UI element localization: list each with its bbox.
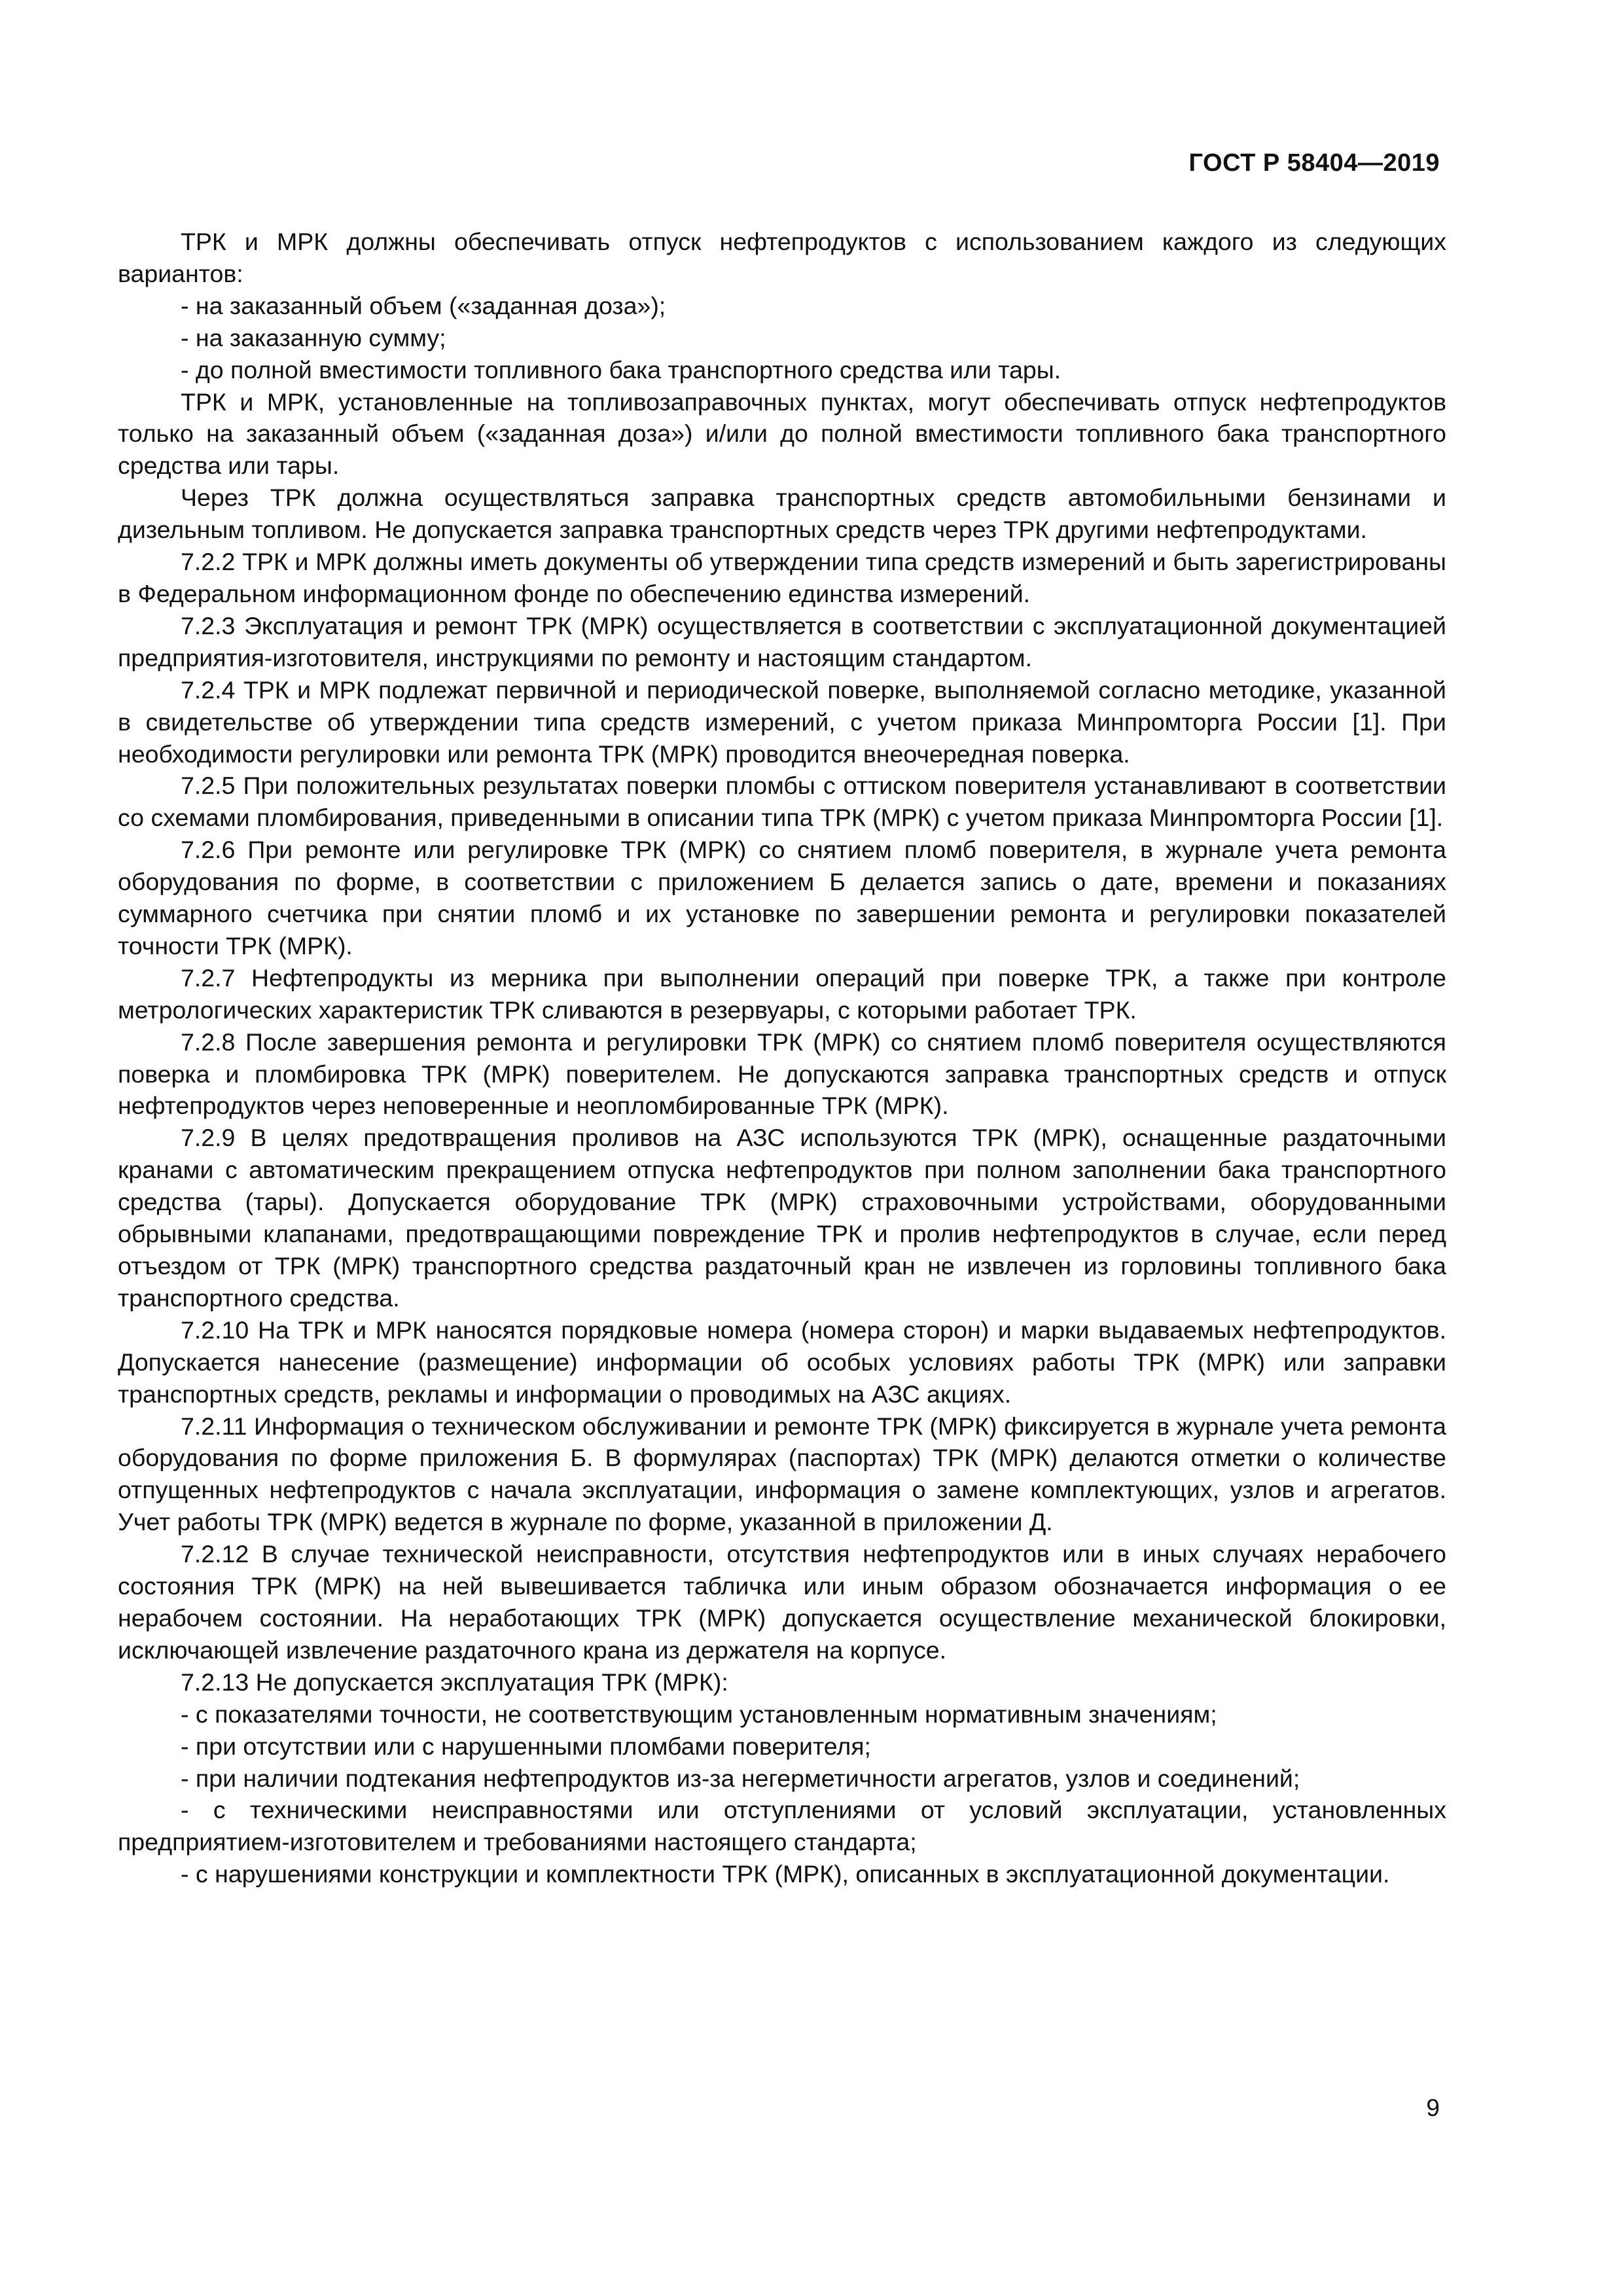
list-item: - с нарушениями конструкции и комплектности ТРК (МРК), описанных в эксплуатационной документации. [181,1860,1390,1888]
clause-7-2-13: 7.2.13 Не допускается эксплуатация ТРК (МРК): [181,1668,728,1696]
document-standard-header: ГОСТ Р 58404—2019 [1188,149,1440,177]
list-item: - при наличии подтекания нефтепродуктов из-за негерметичности агрегатов, узлов и соединений; [181,1764,1300,1792]
clause-7-2-5: 7.2.5 При положительных результатах поверки пломбы с оттиском поверителя устанавливают в соответствии со схемами пломбирования, приведенными в описании типа ТРК (МРК) с учетом приказа Минпромторга России [1]. [118,772,1446,832]
paragraph-dispensing-options: ТРК и МРК должны обеспечивать отпуск нефтепродуктов с использованием каждого из следующих вариантов: [118,228,1446,287]
clause-7-2-12: 7.2.12 В случае технической неисправности, отсутствия нефтепродуктов или в иных случаях нерабочего состояния ТРК (МРК) на ней вывешивается табличка или иным образом обозначается информация о ее нерабочем состоянии. На неработающих ТРК (МРК) допускается осуществление механической блокировки, исключающей извлечение раздаточного крана из держателя на корпусе. [118,1540,1446,1664]
clause-7-2-7: 7.2.7 Нефтепродукты из мерника при выполнении операций при поверке ТРК, а также при контроле метрологических характеристик ТРК сливаются в резервуары, с которыми работает ТРК. [118,963,1446,1024]
clause-7-2-11: 7.2.11 Информация о техническом обслуживании и ремонте ТРК (МРК) фиксируется в журнале учета ремонта оборудования по форме приложения Б. В формулярах (паспортах) ТРК (МРК) делаются отметки о количестве отпущенных нефтепродуктов с начала эксплуатации, информация о замене комплектующих, узлов и агрегатов. Учет работы ТРК (МРК) ведется в журнале по форме, указанной в приложении Д. [118,1412,1446,1536]
list-item: - с показателями точности, не соответствующим установленным нормативным значениям; [181,1700,1217,1728]
clause-7-2-6: 7.2.6 При ремонте или регулировке ТРК (МРК) со снятием пломб поверителя, в журнале учета ремонта оборудования по форме, в соответствии с приложением Б делается запись о дате, времени и показаниях суммарного счетчика при снятии пломб и их установке по завершении ремонта и регулировки показателей точности ТРК (МРК). [118,836,1446,960]
clause-7-2-10: 7.2.10 На ТРК и МРК наносятся порядковые номера (номера сторон) и марки выдаваемых нефтепродуктов. Допускается нанесение (размещение) информации об особых условиях работы ТРК (МРК) или заправки транспортных средств, рекламы и информации о проводимых на АЗС акциях. [118,1316,1446,1408]
list-item: - до полной вместимости топливного бака транспортного средства или тары. [181,355,1061,384]
page-number: 9 [1426,2094,1440,2121]
clause-7-2-2: 7.2.2 ТРК и МРК должны иметь документы об утверждении типа средств измерений и быть зарегистрированы в Федеральном информационном фонде по обеспечению единства измерений. [118,548,1446,607]
list-item: - при отсутствии или с нарушенными пломбами поверителя; [181,1732,871,1760]
paragraph-refueling-points: ТРК и МРК, установленные на топливозаправочных пунктах, могут обеспечивать отпуск нефтепродуктов только на заказанный объем («заданная доза») и/или до полной вместимости топливного бака транспортного средства или тары. [118,387,1446,480]
list-item: - с техническими неисправностями или отступлениями от условий эксплуатации, установленных предприятием-изготовителем и требованиями настоящего стандарта; [118,1796,1446,1856]
clause-7-2-8: 7.2.8 После завершения ремонта и регулировки ТРК (МРК) со снятием пломб поверителя осуществляются поверка и пломбировка ТРК (МРК) поверителем. Не допускаются заправка транспортных средств и отпуск нефтепродуктов через неповеренные и неопломбированные ТРК (МРК). [118,1028,1446,1120]
paragraph-trk-fuels: Через ТРК должна осуществляться заправка транспортных средств автомобильными бензинами и дизельным топливом. Не допускается заправка транспортных средств через ТРК другими нефтепродуктами. [118,484,1446,544]
clause-7-2-9: 7.2.9 В целях предотвращения проливов на АЗС используются ТРК (МРК), оснащенные раздаточными кранами с автоматическим прекращением отпуска нефтепродуктов при полном заполнении бака транспортного средства (тары). Допускается оборудование ТРК (МРК) страховочными устройствами, оборудованными обрывными клапанами, предотвращающими повреждение ТРК и пролив нефтепродуктов в случае, если перед отъездом от ТРК (МРК) транспортного средства раздаточный кран не извлечен из горловины топливного бака транспортного средства. [118,1124,1446,1312]
list-item: - на заказанный объем («заданная доза»); [181,291,666,319]
clause-7-2-3: 7.2.3 Эксплуатация и ремонт ТРК (МРК) осуществляется в соответствии с эксплуатационной документацией предприятия-изготовителя, инструкциями по ремонту и настоящим стандартом. [118,611,1446,672]
clause-7-2-4: 7.2.4 ТРК и МРК подлежат первичной и периодической поверке, выполняемой согласно методике, указанной в свидетельстве об утверждении типа средств измерений, с учетом приказа Минпромторга России [1]. При необходимости регулировки или ремонта ТРК (МРК) проводится внеочередная поверка. [118,675,1446,768]
document-body [118,226,1446,1890]
list-item: - на заказанную сумму; [181,323,446,351]
